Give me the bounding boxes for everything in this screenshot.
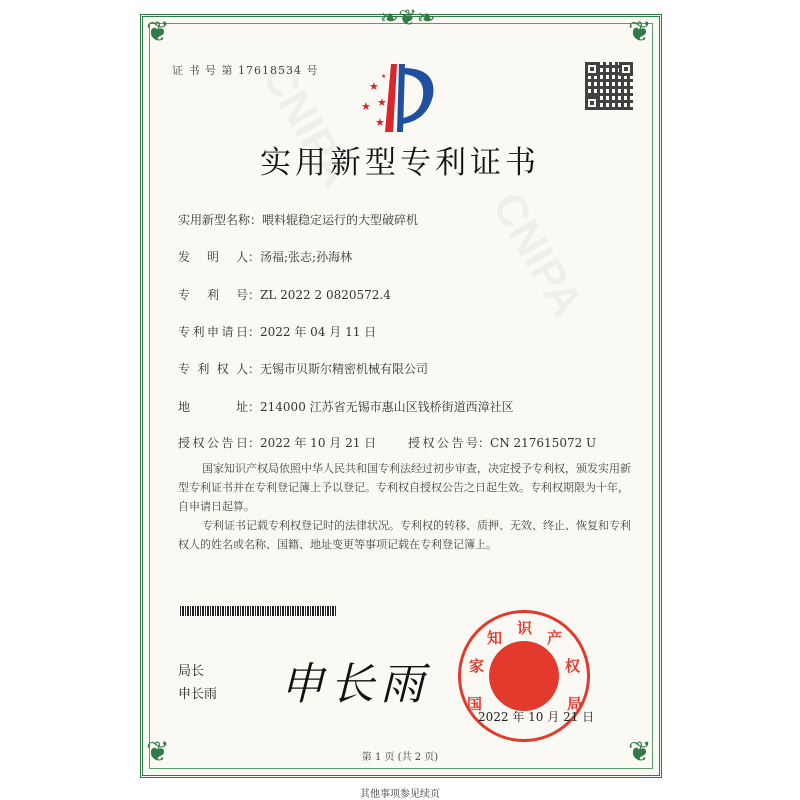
- field-utility-model-name: 实用新型名称：喂料辊稳定运行的大型破碎机: [178, 213, 419, 227]
- seal-char: 权: [565, 657, 581, 675]
- chief-name: 申长雨: [178, 687, 218, 702]
- field-label: 专利申请日: [178, 325, 248, 339]
- field-label: 实用新型名称: [178, 213, 251, 227]
- field-address: 地址：214000 江苏省无锡市惠山区钱桥街道西漳社区: [178, 400, 514, 414]
- cnipa-logo-icon: [355, 62, 445, 134]
- field-value: ZL 2022 2 0820572.4: [260, 288, 391, 302]
- certificate-number: 证 书 号 第 17618534 号: [172, 64, 319, 77]
- seal-char: 知: [487, 629, 503, 647]
- field-application-date: 专利申请日：2022 年 04 月 11 日: [178, 325, 377, 339]
- barcode: [180, 606, 336, 616]
- seal-char: 识: [517, 619, 533, 637]
- field-value: 喂料辊稳定运行的大型破碎机: [262, 213, 419, 227]
- field-patentee: 专利权人：无锡市贝斯尔精密机械有限公司: [178, 362, 429, 376]
- legal-status-statement: 专利证书记载专利权登记时的法律状况。专利权的转移、质押、无效、终止、恢复和专利权人的姓名或名称、国籍、地址变更等事项记载在专利登记簿上。: [178, 519, 631, 551]
- ornament-icon: ❦: [146, 15, 170, 48]
- field-label: 发明人: [178, 250, 248, 264]
- page-number: 第 1 页 (共 2 页): [361, 752, 439, 763]
- seal-char: 国: [467, 695, 483, 713]
- field-label: 专利权人: [178, 362, 248, 376]
- footer-note: 其他事项参见续页: [360, 789, 440, 800]
- document-title: 实用新型专利证书: [260, 145, 540, 181]
- field-label: 专利号: [178, 288, 248, 302]
- seal-char: 局: [567, 695, 583, 713]
- chief-title: 局长: [178, 664, 205, 679]
- field-value: 2022 年 10 月 21 日: [260, 436, 377, 450]
- field-grant-number: 授权公告号：CN 217615072 U: [408, 436, 597, 450]
- svg-text:★: ★: [369, 80, 379, 93]
- seal-char: 家: [469, 657, 485, 675]
- field-value: 汤福;张志;孙海林: [260, 250, 353, 264]
- signature: 申长雨: [280, 659, 430, 710]
- seal-date: 2022 年 10 月 21 日: [478, 710, 595, 724]
- ornament-icon: ❦: [628, 15, 652, 48]
- svg-text:★: ★: [375, 116, 385, 129]
- qr-code: [585, 62, 633, 110]
- field-value: 214000 江苏省无锡市惠山区钱桥街道西漳社区: [260, 400, 514, 414]
- ornament-icon: ❦: [628, 735, 652, 768]
- ornament-icon: ❦: [146, 735, 170, 768]
- seal-char: 产: [547, 629, 563, 647]
- field-label: 授权公告日: [178, 436, 248, 450]
- field-value: 无锡市贝斯尔精密机械有限公司: [260, 362, 429, 376]
- field-label: 地址: [178, 400, 248, 414]
- national-emblem-icon: [489, 641, 559, 711]
- field-inventors: 发明人：汤福;张志;孙海林: [178, 250, 353, 264]
- field-value: CN 217615072 U: [490, 436, 597, 450]
- field-patent-number: 专利号：ZL 2022 2 0820572.4: [178, 288, 391, 302]
- field-grant-date: 授权公告日：2022 年 10 月 21 日: [178, 436, 377, 450]
- field-value: 2022 年 04 月 11 日: [260, 325, 377, 339]
- svg-text:★: ★: [381, 73, 387, 80]
- svg-text:★: ★: [377, 96, 387, 109]
- ornament-icon: ❧❦❧: [380, 6, 436, 31]
- svg-text:★: ★: [361, 100, 371, 113]
- grant-statement: 国家知识产权局依照中华人民共和国专利法经过初步审查，决定授予专利权，颁发实用新型专利证书并在专利登记簿上予以登记。专利权自授权公告之日起生效。专利权期限为十年，自申请日起算。: [178, 462, 631, 513]
- field-label: 授权公告号: [408, 436, 478, 450]
